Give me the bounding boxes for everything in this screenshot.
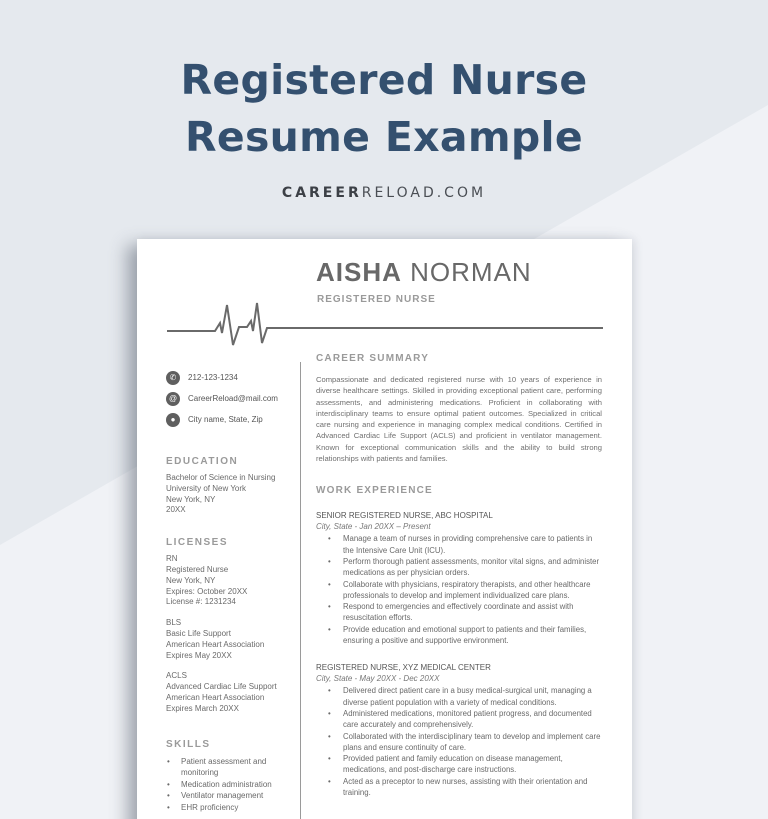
- skill-item: • Ventilator management: [166, 790, 296, 802]
- site-brand: [0, 185, 768, 201]
- hero-title-line-1: Registered Nurse: [180, 56, 588, 104]
- skills-list: [166, 756, 296, 814]
- job-bullet: • Perform thorough patient assessments, monitor vital signs, and administer medications as per physician orders.: [328, 556, 602, 579]
- licenses-heading: LICENSES: [166, 537, 229, 549]
- left-column: [166, 367, 296, 813]
- last-name: NORMAN: [410, 257, 532, 287]
- license-line: License #: 1231234: [166, 597, 236, 607]
- skill-item: • Patient assessment and monitoring: [166, 756, 296, 779]
- skill-item: • Medication administration: [166, 779, 296, 791]
- email-text: CareerReload@mail.com: [188, 394, 278, 403]
- job-entry: [316, 510, 602, 646]
- license-line: Expires May 20XX: [166, 650, 232, 660]
- location-text: City name, State, Zip: [188, 415, 263, 424]
- site-brand-bold: CAREER: [281, 185, 362, 201]
- job-meta: City, State - Jan 20XX – Present: [316, 522, 431, 532]
- candidate-role: REGISTERED NURSE: [317, 294, 436, 305]
- license-line: BLS: [166, 618, 182, 628]
- resume-page: [137, 239, 632, 819]
- phone-icon: ✆: [166, 371, 180, 385]
- hero-title: [0, 52, 768, 166]
- site-brand-rest: RELOAD.COM: [361, 185, 487, 201]
- location-pin-icon: ●: [166, 413, 180, 427]
- hero-title-line-2: Resume Example: [184, 113, 584, 161]
- job-bullet: • Collaborated with the interdisciplinary team to develop and implement care plans and ensure continuity of care.: [328, 731, 602, 754]
- license-line: Registered Nurse: [166, 564, 229, 574]
- right-column: [316, 353, 602, 798]
- contact-location: [166, 409, 296, 430]
- job-meta: City, State - May 20XX - Dec 20XX: [316, 674, 440, 684]
- job-bullet: • Provided patient and family education on disease management, medications, and post-discharge care instructions.: [328, 753, 602, 776]
- job-bullet: • Respond to emergencies and effectively coordinate and assist with resuscitation efforts.: [328, 601, 602, 624]
- column-divider: [300, 362, 301, 819]
- at-icon: @: [166, 392, 180, 406]
- contact-phone: [166, 367, 296, 388]
- license-line: Expires March 20XX: [166, 703, 239, 713]
- job-bullets: [328, 533, 602, 646]
- job-title: REGISTERED NURSE, XYZ MEDICAL CENTER: [316, 663, 491, 673]
- phone-text: 212-123-1234: [188, 373, 238, 382]
- job-bullets: [328, 685, 602, 798]
- license-line: Basic Life Support: [166, 628, 231, 638]
- education-line: 20XX: [166, 505, 186, 515]
- skill-item: • EHR proficiency: [166, 802, 296, 814]
- license-line: New York, NY: [166, 575, 216, 585]
- job-bullet: • Manage a team of nurses in providing comprehensive care to patients in the Intensive Care Unit (ICU).: [328, 533, 602, 556]
- experience-heading: WORK EXPERIENCE: [316, 485, 433, 497]
- license-line: ACLS: [166, 671, 187, 681]
- heartbeat-line-icon: [167, 297, 603, 352]
- license-line: RN: [166, 554, 178, 564]
- education-line: Bachelor of Science in Nursing: [166, 473, 276, 482]
- job-bullet: • Acted as a preceptor to new nurses, assisting with their orientation and training.: [328, 776, 602, 799]
- job-bullet: • Provide education and emotional support to patients and their families, ensuring a positive and supportive environment.: [328, 624, 602, 647]
- summary-text: Compassionate and dedicated registered nurse with 10 years of experience in diverse healthcare settings. Skilled in providing exceptional patient care, performing assessments, and administering medications. Proficient in collaborating with interdisciplinary teams to ensure optimal patient outcomes. Specialized in critical care nursing and experience in managing complex medical conditions. Certified in Advanced Cardiac Life Support (ACLS) and proficient in ventilator management. Known for exceptional communication skills and the ability to build strong relationships with patients and families.: [316, 375, 602, 464]
- skills-heading: SKILLS: [166, 738, 211, 750]
- contact-email: [166, 388, 296, 409]
- education-line: New York, NY: [166, 494, 216, 504]
- candidate-name: [316, 257, 532, 288]
- license-line: American Heart Association: [166, 692, 265, 702]
- education-heading: EDUCATION: [166, 456, 239, 467]
- education-line: University of New York: [166, 483, 247, 493]
- job-bullet: • Administered medications, monitored patient progress, and documented care accurately and comprehensively.: [328, 708, 602, 731]
- license-line: Expires: October 20XX: [166, 586, 248, 596]
- job-entry: [316, 662, 602, 798]
- job-bullet: • Collaborate with physicians, respiratory therapists, and other healthcare professionals to develop and implement individualized care plans.: [328, 579, 602, 602]
- job-title: SENIOR REGISTERED NURSE, ABC HOSPITAL: [316, 511, 493, 521]
- summary-heading: CAREER SUMMARY: [316, 353, 430, 364]
- job-bullet: • Delivered direct patient care in a busy medical-surgical unit, managing a diverse patient population with a variety of medical conditions.: [328, 685, 602, 708]
- license-line: American Heart Association: [166, 639, 265, 649]
- license-line: Advanced Cardiac Life Support: [166, 682, 277, 692]
- first-name: AISHA: [316, 257, 402, 287]
